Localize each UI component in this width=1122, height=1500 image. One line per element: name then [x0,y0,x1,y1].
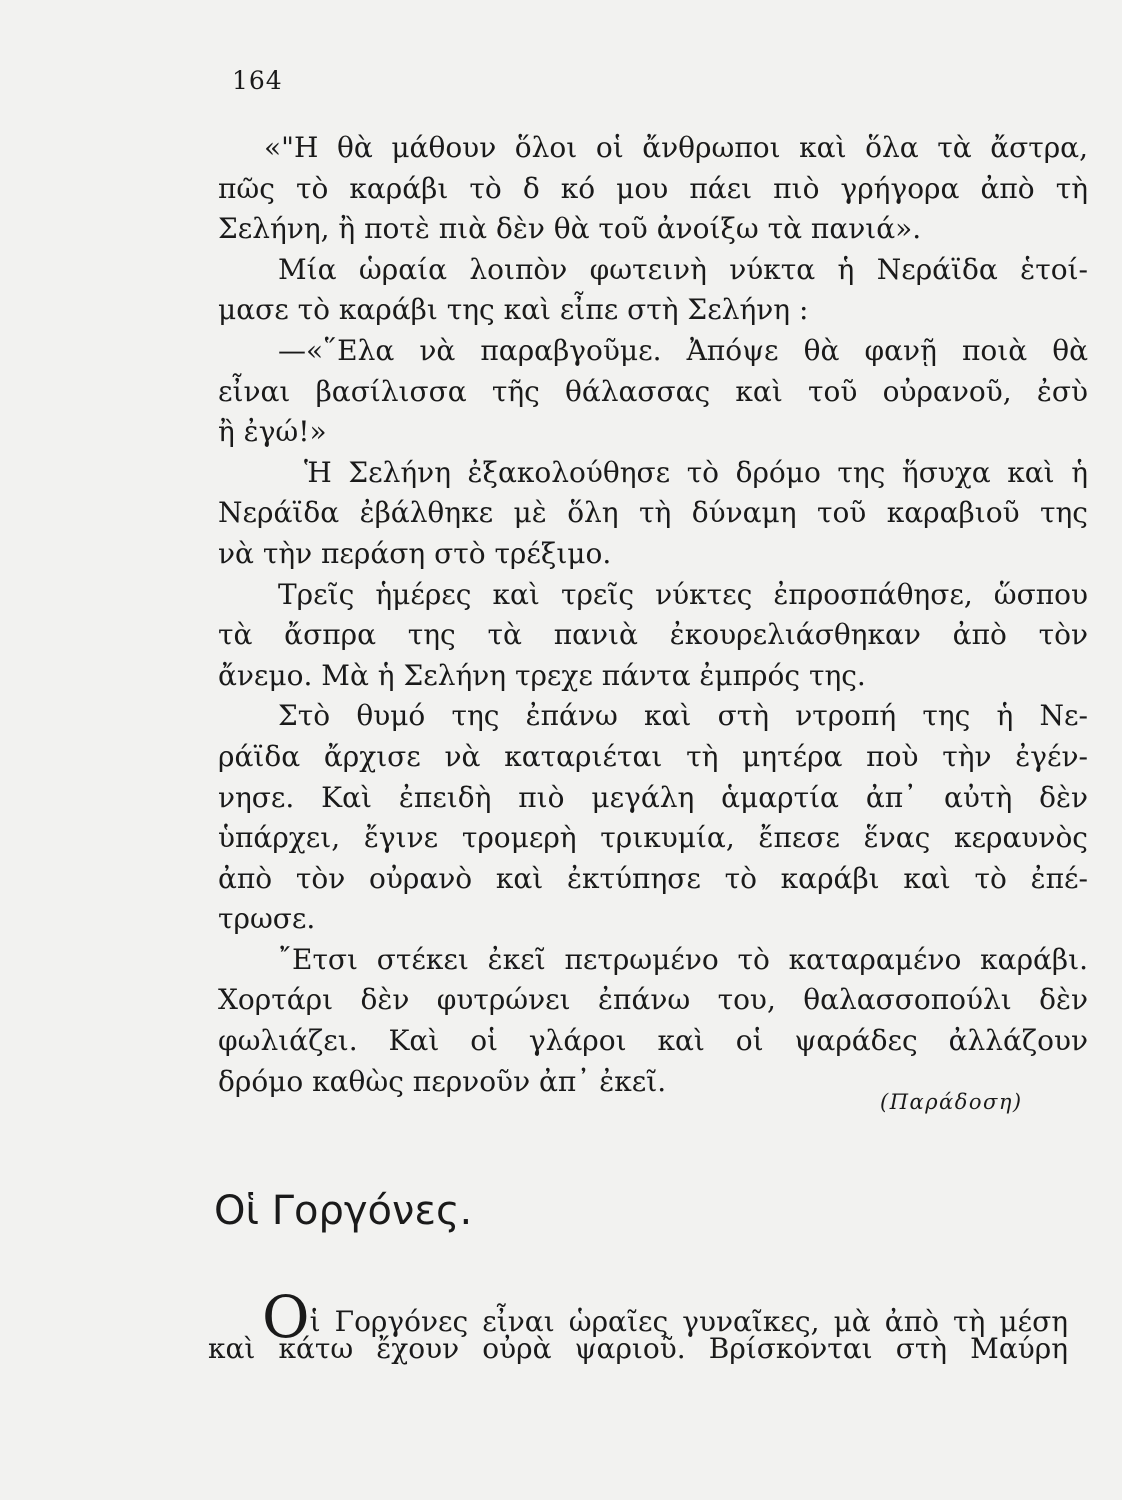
text-line: εἶναι βασίλισσα τῆς θάλασσας καὶ τοῦ οὐρανοῦ, ἐσὺ [218,374,1088,408]
text-line: Χορτάρι δὲν φυτρώνει ἐπάνω του, θαλασσοπούλι δὲν [218,983,1088,1017]
text-line: ὑπάρχει, ἔγινε τρομερὴ τρικυμία, ἔπεσε ἕνας κεραυνὸς [218,821,1088,855]
text-line: τὰ ἄσπρα της τὰ πανιὰ ἐκουρελιάσθηκαν ἀπὸ τὸν [218,618,1088,652]
text-line: Νεράϊδα ἐβάλθηκε μὲ ὅλη τὴ δύναμη τοῦ καραβιοῦ της [218,496,1088,530]
section-heading: Οἱ Γοργόνες. [214,1188,473,1234]
text-line: νὰ τὴν περάση στὸ τρέξιμο. [218,536,612,570]
text-line: ἄνεμο. Μὰ ἡ Σελήνη τρεχε πάντα ἐμπρός της. [218,658,866,692]
text-line: ράϊδα ἄρχισε νὰ καταριέται τὴ μητέρα ποὺ τὴν ἐγέν- [218,739,1088,773]
attribution: (Παράδοση) [880,1090,1023,1114]
text-line: νησε. Καὶ ἐπειδὴ πιὸ μεγάλη ἁμαρτία ἀπ᾿ αὐτὴ δὲν [218,780,1088,814]
text-line: μασε τὸ καράβι της καὶ εἶπε στὴ Σελήνη : [218,293,809,327]
text-line: πῶς τὸ καράβι τὸ δ κό μου πάει πιὸ γρήγορα ἀπὸ τὴ [218,171,1088,205]
text-line: Ἡ Σελήνη ἐξακολούθησε τὸ δρόμο της ἥσυχα καὶ ἡ [304,455,1088,489]
gorgons-text [208,1283,1068,1369]
text-fragment: ἱ Γοργόνες εἶναι ὡραῖες γυναῖκες, μὰ ἀπὸ τὴ μέση [309,1305,1068,1338]
text-line: ἀπὸ τὸν οὐρανὸ καὶ ἐκτύπησε τὸ καράβι καὶ τὸ ἐπέ- [218,861,1088,895]
text-line: Τρεῖς ἡμέρες καὶ τρεῖς νύκτες ἐπροσπάθησε, ὥσπου [278,577,1088,611]
page-number: 164 [232,66,283,95]
story-text [218,128,1088,1102]
text-line: «"Η θὰ μάθουν ὅλοι οἱ ἄνθρωποι καὶ ὅλα τὰ ἄστρα, [264,131,1088,164]
text-line: τρωσε. [218,902,316,936]
text-line: Σελήνη, ἢ ποτὲ πιὰ δὲν θὰ τοῦ ἀνοίξω τὰ πανιά». [218,212,922,246]
text-line: καὶ κάτω ἔχουν οὐρὰ ψαριοῦ. Βρίσκονται στὴ Μαύρη [208,1331,1068,1365]
drop-cap: Ο [262,1283,310,1351]
text-line: —«῞Ελα νὰ παραβγοῦμε. Ἀπόψε θὰ φανῇ ποιὰ θὰ [278,333,1088,367]
text-line: Στὸ θυμό της ἐπάνω καὶ στὴ ντροπή της ἡ Νε- [278,699,1088,733]
text-line: φωλιάζει. Καὶ οἱ γλάροι καὶ οἱ ψαράδες ἀλλάζουν [218,1024,1088,1058]
text-line: δρόμο καθὼς περνοῦν ἀπ᾿ ἐκεῖ. [218,1064,667,1098]
text-line: ἢ ἐγώ!» [218,415,327,449]
text-line: ῎Ετσι στέκει ἐκεῖ πετρωμένο τὸ καταραμένο καράβι. [278,942,1088,976]
text-line: Μία ὡραία λοιπὸν φωτεινὴ νύκτα ἡ Νεράϊδα ἑτοί- [278,252,1088,286]
